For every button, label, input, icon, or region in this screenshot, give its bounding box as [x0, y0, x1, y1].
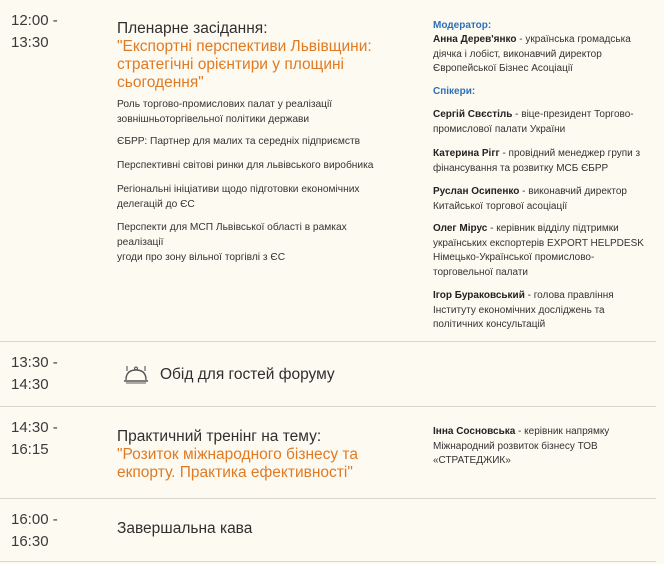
person-role: торговельної палати [433, 266, 529, 278]
session-subtitle-line: екпорту. Практика ефективності" [117, 464, 353, 481]
topic-item [117, 182, 387, 212]
person-role: Міжнародний розвиток бізнесу ТОВ [433, 440, 598, 452]
session-title: Завершальна кава [117, 520, 253, 537]
session-divider [0, 498, 656, 499]
person-role: - голова правління [524, 290, 614, 301]
dining-cloche-icon [123, 364, 149, 384]
person-role: - керівник напрямку [515, 426, 610, 437]
moderator-entry [433, 33, 658, 77]
person-role: Китайської торгової асоціації [433, 200, 568, 212]
person-name: Інна Сосновська [433, 426, 516, 437]
person-role: діячка і лобіст, виконавчий директор [433, 48, 602, 60]
speaker-entry [433, 108, 658, 137]
session-title [117, 20, 372, 92]
speakers-heading: Спікери: [433, 86, 476, 97]
person-name: Катерина Рігг [433, 148, 500, 159]
person-name: Анна Дерев'янко [433, 34, 517, 45]
session-subtitle-line: стратегічні орієнтири у площині [117, 56, 344, 73]
session-divider [0, 341, 656, 342]
person-name: Сергій Свєстіль [433, 109, 513, 120]
time-end: 16:15 [11, 441, 49, 458]
person-role: - керівник відділу підтримки [487, 223, 619, 234]
time-start: 13:30 - [11, 354, 58, 371]
session-title-text: Пленарне засідання: [117, 20, 268, 37]
person-name: Олег Мірус [433, 223, 488, 234]
speaker-entry [433, 147, 658, 176]
session-subtitle-line: сьогодення" [117, 74, 204, 91]
person-role: Європейської Бізнес Асоціації [433, 63, 573, 74]
person-role: - провідний менеджер групи з [499, 148, 641, 159]
topic-line: угоди про зону вільної торгівлі з ЄС [117, 252, 286, 263]
session-time [11, 509, 58, 553]
topic-item [117, 97, 387, 127]
session-time [11, 352, 58, 396]
topic-line: ЄБРР: Партнер для малих та середніх підприємств [117, 136, 361, 147]
topic-item [117, 158, 387, 173]
session-title [117, 428, 358, 482]
person-role: українських експортерів EXPORT HELPDESK [433, 237, 644, 249]
session-title: Обід для гостей форуму [160, 366, 335, 383]
person-role: «СТРАТЕДЖИК» [433, 455, 511, 466]
topic-item [117, 134, 387, 149]
topic-line: зовнішньоторгівельної політики держави [117, 114, 310, 125]
speaker-entry [433, 289, 658, 333]
topic-item [117, 220, 387, 265]
session-subtitle-line: "Експортні перспективи Львівщини: [117, 38, 372, 55]
person-role: Інституту економічних досліджень та [433, 304, 605, 316]
session-divider [0, 561, 656, 562]
speaker-entry [433, 185, 658, 214]
person-role: промислової палати України [433, 123, 566, 135]
topic-line: Роль торгово-промислових палат у реалізації [117, 99, 333, 110]
person-role: політичних консультацій [433, 319, 546, 330]
person-name: Руслан Осипенко [433, 186, 520, 197]
time-start: 14:30 - [11, 419, 58, 436]
session-time [11, 10, 58, 54]
person-role: - виконавчий директор [519, 186, 627, 197]
person-role: - українська громадська [516, 34, 631, 45]
session-title-text: Практичний тренінг на тему: [117, 428, 322, 445]
moderator-heading: Модератор: [433, 20, 492, 31]
topic-line: Регіональні ініціативи щодо підготовки економічних [117, 184, 360, 195]
time-start: 16:00 - [11, 511, 58, 528]
topic-line: делегацій до ЄС [117, 199, 195, 210]
session-time [11, 417, 58, 461]
topic-line: Перспективні світові ринки для львівського виробника [117, 160, 374, 171]
time-end: 16:30 [11, 533, 49, 550]
person-role: - віце-президент Торгово- [512, 109, 634, 120]
speaker-entry [433, 222, 658, 280]
topic-line: Перспекти для МСП Львівської області в рамках реалізації [117, 222, 347, 248]
person-role: фінансування та розвитку МСБ ЄБРР [433, 162, 609, 174]
session-divider [0, 406, 656, 407]
time-end: 14:30 [11, 376, 49, 393]
session-subtitle-line: "Розиток міжнародного бізнесу та [117, 446, 358, 463]
person-name: Ігор Бураковський [433, 290, 525, 301]
person-role: Німецько-Української промислово- [433, 252, 595, 263]
speaker-entry [433, 425, 658, 469]
time-end: 13:30 [11, 34, 49, 51]
time-start: 12:00 - [11, 12, 58, 29]
